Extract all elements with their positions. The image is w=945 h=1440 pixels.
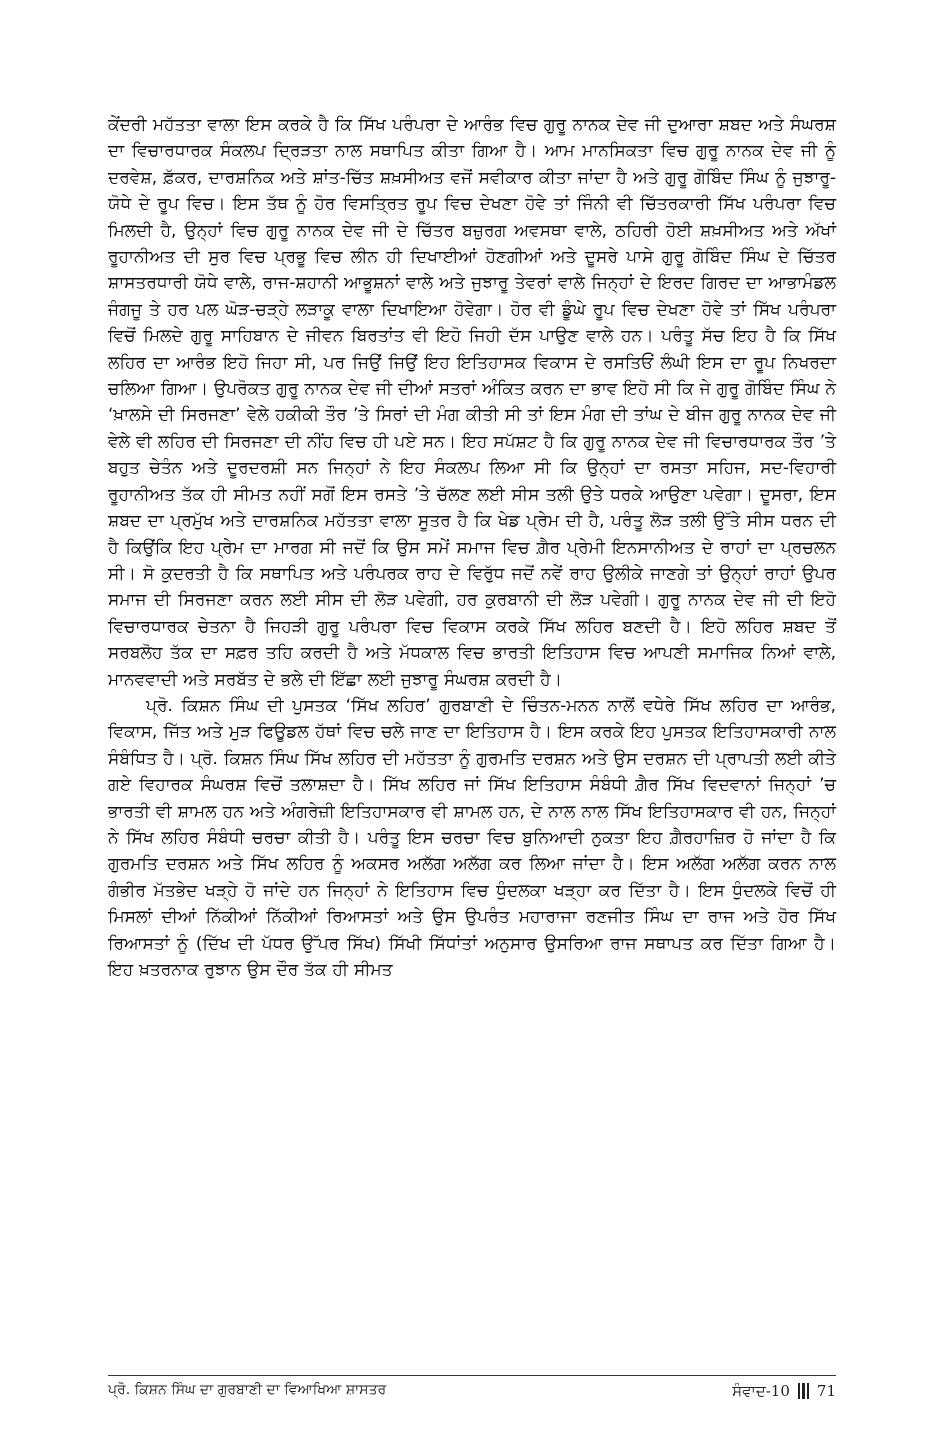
body-paragraph-1: ਕੇਂਦਰੀ ਮਹੱਤਤਾ ਵਾਲਾ ਇਸ ਕਰਕੇ ਹੈ ਕਿ ਸਿੱਖ ਪਰੰਪਰਾ ਦੇ ਆਰੰਭ ਵਿਚ ਗੁਰੂ ਨਾਨਕ ਦੇਵ ਜੀ ਦੁਆਰਾ ਸ਼ਬਦ ਅਤੇ ਸੰਘਰਸ਼ ਦਾ ਵਿਚਾਰਧਾਰਕ ਸੰਕਲਪ ਦ੍ਰਿੜਤਾ ਨਾਲ ਸਥਾਪਿਤ ਕੀਤਾ ਗਿਆ ਹੈ। ਆਮ ਮਾਨਸਿਕਤਾ ਵਿਚ ਗੁਰੂ ਨਾਨਕ ਦੇਵ ਜੀ ਨੂੰ ਦਰਵੇਸ਼, ਫ਼ੱਕਰ, ਦਾਰਸ਼ਨਿਕ ਅਤੇ ਸ਼ਾਂਤ-ਚਿੱਤ ਸ਼ਖ਼ਸੀਅਤ ਵਜੋਂ ਸਵੀਕਾਰ ਕੀਤਾ ਜਾਂਦਾ ਹੈ ਅਤੇ ਗੁਰੂ ਗੋਬਿੰਦ ਸਿੰਘ ਨੂੰ ਜੁਝਾਰੂ-ਯੋਧੇ ਦੇ ਰੂਪ ਵਿਚ। ਇਸ ਤੱਥ ਨੂੰ ਹੋਰ ਵਿਸਤ੍ਰਿਤ ਰੂਪ ਵਿਚ ਦੇਖਣਾ ਹੋਵੇ ਤਾਂ ਜਿੰਨੀ ਵੀ ਚਿੱਤਰਕਾਰੀ ਸਿੱਖ ਪਰੰਪਰਾ ਵਿਚ ਮਿਲਦੀ ਹੈ, ਉਨ੍ਹਾਂ ਵਿਚ ਗੁਰੂ ਨਾਨਕ ਦੇਵ ਜੀ ਦੇ ਚਿੱਤਰ ਬਜ਼ੁਰਗ ਅਵਸਥਾ ਵਾਲੇ, ਠਹਿਰੀ ਹੋਈ ਸ਼ਖ਼ਸੀਅਤ ਅਤੇ ਅੱਖਾਂ ਰੂਹਾਨੀਅਤ ਦੀ ਸੁਰ ਵਿਚ ਪ੍ਰਭੂ ਵਿਚ ਲੀਨ ਹੀ ਦਿਖਾਈਆਂ ਹੋਣਗੀਆਂ ਅਤੇ ਦੂਸਰੇ ਪਾਸੇ ਗੁਰੂ ਗੋਬਿੰਦ ਸਿੰਘ ਦੇ ਚਿੱਤਰ ਸ਼ਾਸਤਰਧਾਰੀ ਯੋਧੇ ਵਾਲੇ, ਰਾਜ-ਸ਼ਹਾਨੀ ਆਭੂਸ਼ਨਾਂ ਵਾਲੇ ਅਤੇ ਜੁਝਾਰੂ ਤੇਵਰਾਂ ਵਾਲੇ ਜਿਨ੍ਹਾਂ ਦੇ ਇਰਦ ਗਿਰਦ ਦਾ ਆਭਾਮੰਡਲ ਜੰਗਜੂ ਤੇ ਹਰ ਪਲ ਘੋੜ-ਚੜ੍ਹੇ ਲੜਾਕੂ ਵਾਲਾ ਦਿਖਾਇਆ ਹੋਵੇਗਾ। ਹੋਰ ਵੀ ਡੂੰਘੇ ਰੂਪ ਵਿਚ ਦੇਖਣਾ ਹੋਵੇ ਤਾਂ ਸਿੱਖ ਪਰੰਪਰਾ ਵਿਚੋਂ ਮਿਲਦੇ ਗੁਰੂ ਸਾਹਿਬਾਨ ਦੇ ਜੀਵਨ ਬਿਰਤਾਂਤ ਵੀ ਇਹੋ ਜਿਹੀ ਦੱਸ ਪਾਉਣ ਵਾਲੇ ਹਨ। ਪਰੰਤੂ ਸੱਚ ਇਹ ਹੈ ਕਿ ਸਿੱਖ ਲਹਿਰ ਦਾ ਆਰੰਭ ਇਹੋ ਜਿਹਾ ਸੀ, ਪਰ ਜਿਉਂ ਜਿਉਂ ਇਹ ਇਤਿਹਾਸਕ ਵਿਕਾਸ ਦੇ ਰਸਤਿਓਂ ਲੰਘੀ ਇਸ ਦਾ ਰੂਪ ਨਿਖਰਦਾ ਚਲਿਆ ਗਿਆ। ਉਪਰੋਕਤ ਗੁਰੂ ਨਾਨਕ ਦੇਵ ਜੀ ਦੀਆਂ ਸਤਰਾਂ ਅੰਕਿਤ ਕਰਨ ਦਾ ਭਾਵ ਇਹੋ ਸੀ ਕਿ ਜੇ ਗੁਰੂ ਗੋਬਿੰਦ ਸਿੰਘ ਨੇ ‘ਖ਼ਾਲਸੇ ਦੀ ਸਿਰਜਣਾ’ ਵੇਲੇ ਹਕੀਕੀ ਤੌਰ ’ਤੇ ਸਿਰਾਂ ਦੀ ਮੰਗ ਕੀਤੀ ਸੀ ਤਾਂ ਇਸ ਮੰਗ ਦੀ ਤਾਂਘ ਦੇ ਬੀਜ ਗੁਰੂ ਨਾਨਕ ਦੇਵ ਜੀ ਵੇਲੇ ਵੀ ਲਹਿਰ ਦੀ ਸਿਰਜਣਾ ਦੀ ਨੀਂਹ ਵਿਚ ਹੀ ਪਏ ਸਨ। ਇਹ ਸਪੱਸ਼ਟ ਹੈ ਕਿ ਗੁਰੂ ਨਾਨਕ ਦੇਵ ਜੀ ਵਿਚਾਰਧਾਰਕ ਤੌਰ ’ਤੇ ਬਹੁਤ ਚੇਤੰਨ ਅਤੇ ਦੂਰਦਰਸ਼ੀ ਸਨ ਜਿਨ੍ਹਾਂ ਨੇ ਇਹ ਸੰਕਲਪ ਲਿਆ ਸੀ ਕਿ ਉਨ੍ਹਾਂ ਦਾ ਰਸਤਾ ਸਹਿਜ, ਸਦ-ਵਿਹਾਰੀ ਰੂਹਾਨੀਅਤ ਤੱਕ ਹੀ ਸੀਮਤ ਨਹੀਂ ਸਗੋਂ ਇਸ ਰਸਤੇ ’ਤੇ ਚੱਲਣ ਲਈ ਸੀਸ ਤਲੀ ਉਤੇ ਧਰਕੇ ਆਉਣਾ ਪਵੇਗਾ। ਦੂਸਰਾ, ਇਸ ਸ਼ਬਦ ਦਾ ਪ੍ਰਮੁੱਖ ਅਤੇ ਦਾਰਸ਼ਨਿਕ ਮਹੱਤਤਾ ਵਾਲਾ ਸੂਤਰ ਹੈ ਕਿ ਖੇਡ ਪ੍ਰੇਮ ਦੀ ਹੈ, ਪਰੰਤੂ ਲੋੜ ਤਲੀ ਉੱਤੇ ਸੀਸ ਧਰਨ ਦੀ ਹੈ ਕਿਉਂਕਿ ਇਹ ਪ੍ਰੇਮ ਦਾ ਮਾਰਗ ਸੀ ਜਦੋਂ ਕਿ ਉਸ ਸਮੇਂ ਸਮਾਜ ਵਿਚ ਗ਼ੈਰ ਪ੍ਰੇਮੀ ਇਨਸਾਨੀਅਤ ਦੇ ਰਾਹਾਂ ਦਾ ਪ੍ਰਚਲਨ ਸੀ। ਸੋ ਕੁਦਰਤੀ ਹੈ ਕਿ ਸਥਾਪਿਤ ਅਤੇ ਪਰੰਪਰਕ ਰਾਹ ਦੇ ਵਿਰੁੱਧ ਜਦੋਂ ਨਵੇਂ ਰਾਹ ਉਲੀਕੇ ਜਾਣਗੇ ਤਾਂ ਉਨ੍ਹਾਂ ਰਾਹਾਂ ਉਪਰ ਸਮਾਜ ਦੀ ਸਿਰਜਣਾ ਕਰਨ ਲਈ ਸੀਸ ਦੀ ਲੋੜ ਪਵੇਗੀ, ਹਰ ਕੁਰਬਾਨੀ ਦੀ ਲੋੜ ਪਵੇਗੀ। ਗੁਰੂ ਨਾਨਕ ਦੇਵ ਜੀ ਦੀ ਇਹੋ ਵਿਚਾਰਧਾਰਕ ਚੇਤਨਾ ਹੈ ਜਿਹੜੀ ਗੁਰੂ ਪਰੰਪਰਾ ਵਿਚ ਵਿਕਾਸ ਕਰਕੇ ਸਿੱਖ ਲਹਿਰ ਬਣਦੀ ਹੈ। ਇਹੋ ਲਹਿਰ ਸ਼ਬਦ ਤੋਂ ਸਰਬਲੋਹ ਤੱਕ ਦਾ ਸਫ਼ਰ ਤਹਿ ਕਰਦੀ ਹੈ ਅਤੇ ਮੱਧਕਾਲ ਵਿਚ ਭਾਰਤੀ ਇਤਿਹਾਸ ਵਿਚ ਆਪਣੀ ਸਮਾਜਿਕ ਨਿਆਂ ਵਾਲੇ, ਮਾਨਵਵਾਦੀ ਅਤੇ ਸਰਬੱਤ ਦੇ ਭਲੇ ਦੀ ਇੱਛਾ ਲਈ ਜੁਝਾਰੂ ਸੰਘਰਸ਼ ਕਰਦੀ ਹੈ। [108,115,836,690]
page-number: 71 [816,1382,836,1400]
page-footer [108,1375,836,1400]
triple-bar-icon [798,1383,809,1399]
body-paragraph-2: ਪ੍ਰੋ. ਕਿਸ਼ਨ ਸਿੰਘ ਦੀ ਪੁਸਤਕ ‘ਸਿੱਖ ਲਹਿਰ’ ਗੁਰਬਾਣੀ ਦੇ ਚਿੰਤਨ-ਮਨਨ ਨਾਲੋਂ ਵਧੇਰੇ ਸਿੱਖ ਲਹਿਰ ਦਾ ਆਰੰਭ, ਵਿਕਾਸ, ਜਿੱਤ ਅਤੇ ਮੁੜ ਫਿਊਡਲ ਹੱਥਾਂ ਵਿਚ ਚਲੇ ਜਾਣ ਦਾ ਇਤਿਹਾਸ ਹੈ। ਇਸ ਕਰਕੇ ਇਹ ਪੁਸਤਕ ਇਤਿਹਾਸਕਾਰੀ ਨਾਲ ਸੰਬੰਧਿਤ ਹੈ। ਪ੍ਰੋ. ਕਿਸ਼ਨ ਸਿੰਘ ਸਿੱਖ ਲਹਿਰ ਦੀ ਮਹੱਤਤਾ ਨੂੰ ਗੁਰਮਤਿ ਦਰਸ਼ਨ ਅਤੇ ਉਸ ਦਰਸ਼ਨ ਦੀ ਪ੍ਰਾਪਤੀ ਲਈ ਕੀਤੇ ਗਏ ਵਿਹਾਰਕ ਸੰਘਰਸ਼ ਵਿਚੋਂ ਤਲਾਸ਼ਦਾ ਹੈ। ਸਿੱਖ ਲਹਿਰ ਜਾਂ ਸਿੱਖ ਇਤਿਹਾਸ ਸੰਬੰਧੀ ਗ਼ੈਰ ਸਿੱਖ ਵਿਦਵਾਨਾਂ ਜਿਨ੍ਹਾਂ ’ਚ ਭਾਰਤੀ ਵੀ ਸ਼ਾਮਲ ਹਨ ਅਤੇ ਅੰਗਰੇਜ਼ੀ ਇਤਿਹਾਸਕਾਰ ਵੀ ਸ਼ਾਮਲ ਹਨ, ਦੇ ਨਾਲ ਨਾਲ ਸਿੱਖ ਇਤਿਹਾਸਕਾਰ ਵੀ ਹਨ, ਜਿਨ੍ਹਾਂ ਨੇ ਸਿੱਖ ਲਹਿਰ ਸੰਬੰਧੀ ਚਰਚਾ ਕੀਤੀ ਹੈ। ਪਰੰਤੂ ਇਸ ਚਰਚਾ ਵਿਚ ਬੁਨਿਆਦੀ ਨੁਕਤਾ ਇਹ ਗ਼ੈਰਹਾਜ਼ਿਰ ਹੋ ਜਾਂਦਾ ਹੈ ਕਿ ਗੁਰਮਤਿ ਦਰਸ਼ਨ ਅਤੇ ਸਿੱਖ ਲਹਿਰ ਨੂੰ ਅਕਸਰ ਅਲੱਗ ਅਲੱਗ ਕਰ ਲਿਆ ਜਾਂਦਾ ਹੈ। ਇਸ ਅਲੱਗ ਅਲੱਗ ਕਰਨ ਨਾਲ ਗੰਭੀਰ ਮੱਤਭੇਦ ਖੜ੍ਹੇ ਹੋ ਜਾਂਦੇ ਹਨ ਜਿਨ੍ਹਾਂ ਨੇ ਇਤਿਹਾਸ ਵਿਚ ਧੁੰਦਲਕਾ ਖੜ੍ਹਾ ਕਰ ਦਿੱਤਾ ਹੈ। ਇਸ ਧੁੰਦਲਕੇ ਵਿਚੋਂ ਹੀ ਮਿਸਲਾਂ ਦੀਆਂ ਨਿੱਕੀਆਂ ਨਿੱਕੀਆਂ ਰਿਆਸਤਾਂ ਅਤੇ ਉਸ ਉਪਰੰਤ ਮਹਾਰਾਜਾ ਰਣਜੀਤ ਸਿੰਘ ਦਾ ਰਾਜ ਅਤੇ ਹੋਰ ਸਿੱਖ ਰਿਆਸਤਾਂ ਨੂੰ (ਦਿੱਖ ਦੀ ਪੱਧਰ ਉੱਪਰ ਸਿੱਖ) ਸਿੱਖੀ ਸਿੱਧਾਂਤਾਂ ਅਨੁਸਾਰ ਉਸਰਿਆ ਰਾਜ ਸਥਾਪਤ ਕਰ ਦਿੱਤਾ ਗਿਆ ਹੈ। ਇਹ ਖ਼ਤਰਨਾਕ ਰੁਝਾਨ ਉਸ ਦੌਰ ਤੱਕ ਹੀ ਸੀਮਤ [108,695,836,980]
journal-name: ਸੰਵਾਦ-10 [732,1382,790,1400]
page-body [108,112,836,983]
running-title: ਪ੍ਰੋ. ਕਿਸ਼ਨ ਸਿੰਘ ਦਾ ਗੁਰਬਾਣੀ ਦਾ ਵਿਆਖਿਆ ਸ਼ਾਸਤਰ [108,1382,387,1398]
footer-right-group [732,1382,836,1400]
